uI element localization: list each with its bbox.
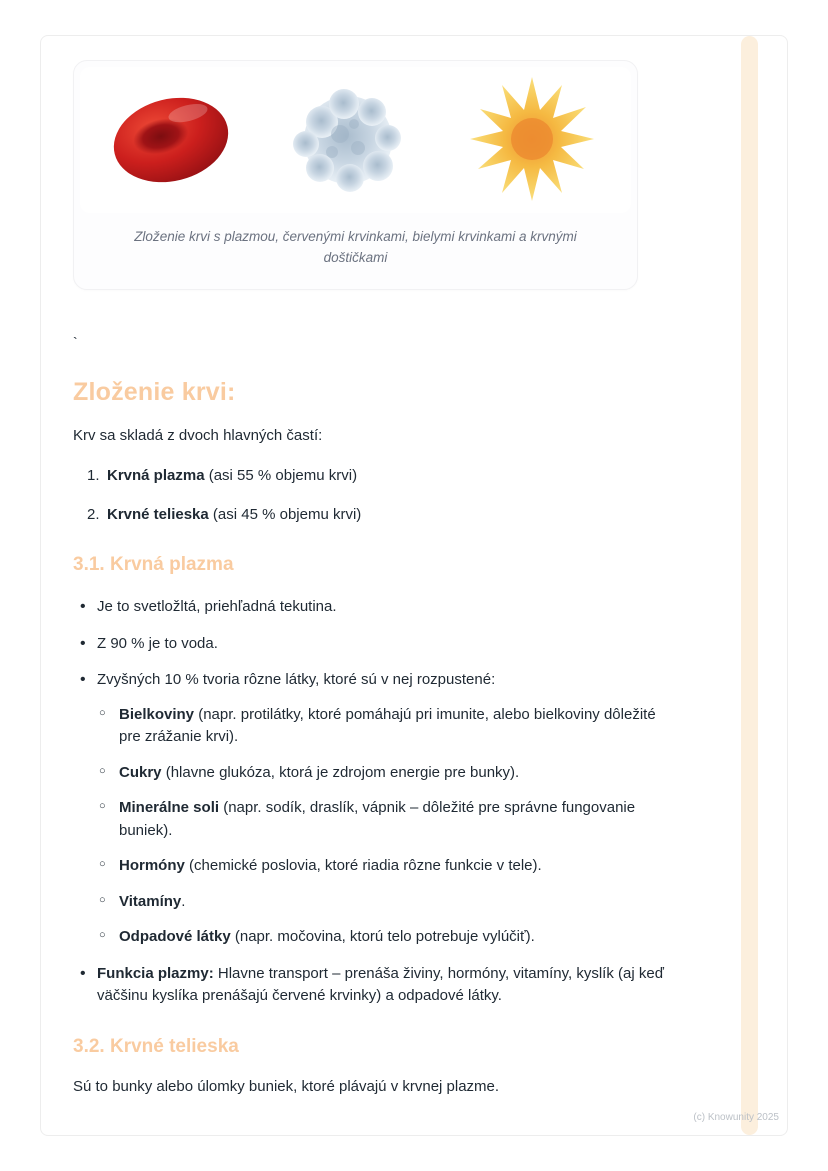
red-blood-cell-icon — [108, 92, 234, 188]
white-blood-cell-icon — [292, 86, 404, 194]
platelet-icon — [461, 75, 603, 205]
bullet-item: • Je to svetložltá, priehľadná tekutina. — [73, 596, 673, 619]
blood-cells-image — [80, 67, 631, 213]
figure-caption: Zloženie krvi s plazmou, červenými krvinkami, bielymi krvinkami a krvnými doštičkami — [134, 229, 577, 265]
plasma-bullet-list — [73, 596, 695, 1008]
bullet-item: • Z 90 % je to voda. — [73, 633, 673, 656]
numbered-item — [87, 504, 695, 527]
heading-krvne-telieska: 3.2. Krvné telieska — [73, 1035, 239, 1057]
sub-bullet-item: ○ Vitamíny. — [97, 891, 657, 914]
sub-bullet-item: ○ Bielkoviny (napr. protilátky, ktoré pomáhajú pri imunite, alebo bielkoviny dôležité pre zrážanie krvi). — [97, 704, 657, 749]
document-page — [40, 35, 788, 1136]
document-content — [41, 36, 787, 1138]
numbered-item — [87, 465, 695, 488]
stray-backtick: ` — [73, 333, 78, 350]
item-number: 2. — [87, 505, 100, 523]
item-number: 1. — [87, 467, 100, 485]
sub-bullet-item: ○ Cukry (hlavne glukóza, ktorá je zdrojom energie pre bunky). — [97, 762, 657, 785]
heading-zlozenie-krvi: Zloženie krvi: — [73, 377, 236, 406]
bullet-item: • Funkcia plazmy: Hlavne transport – prenáša živiny, hormóny, vitamíny, kyslík (aj keď väčšinu kyslíka prenášajú červené krvinky) a odpadové látky. — [73, 963, 673, 1008]
bullet-item: • Zvyšných 10 % tvoria rôzne látky, ktoré sú v nej rozpustené: ○ Bielkoviny (napr. protilátky, ktoré pomáhajú pri imunite, alebo bielkoviny dôležité pre zrážanie krvi). ○ Cukry (hlavne glukóza, ktorá je zdrojom energie pre bunky). ○ Minerálne soli (napr. sodík, draslík, vápnik – dôležité pre správne fungovanie buniek). ○ Hormóny (chemické poslovia, ktoré riadia rôzne funkcie v tele). ○ Vitamíny. ○ Odpadové látky (napr. močovina, ktorú telo potrebuje vylúčiť). — [73, 669, 673, 949]
dissolved-substances-list — [97, 704, 673, 949]
blood-figure-card — [73, 60, 638, 290]
sub-bullet-item: ○ Hormóny (chemické poslovia, ktoré riadia rôzne funkcie v tele). — [97, 855, 657, 878]
sub-bullet-item: ○ Minerálne soli (napr. sodík, draslík, vápnik – dôležité pre správne fungovanie buniek). — [97, 797, 657, 842]
copyright-footer: (c) Knowunity 2025 — [693, 1112, 779, 1123]
sub-bullet-item: ○ Odpadové látky (napr. močovina, ktorú telo potrebuje vylúčiť). — [97, 926, 657, 949]
cells-paragraph: Sú to bunky alebo úlomky buniek, ktoré plávajú v krvnej plazme. — [73, 1077, 500, 1095]
item-text: Krvné telieska (asi 45 % objemu krvi) — [107, 505, 362, 523]
item-text: Krvná plazma (asi 55 % objemu krvi) — [107, 467, 358, 485]
heading-krvna-plazma: 3.1. Krvná plazma — [73, 554, 234, 576]
numbered-list — [73, 465, 695, 526]
intro-paragraph: Krv sa skladá z dvoch hlavných častí: — [73, 426, 323, 444]
